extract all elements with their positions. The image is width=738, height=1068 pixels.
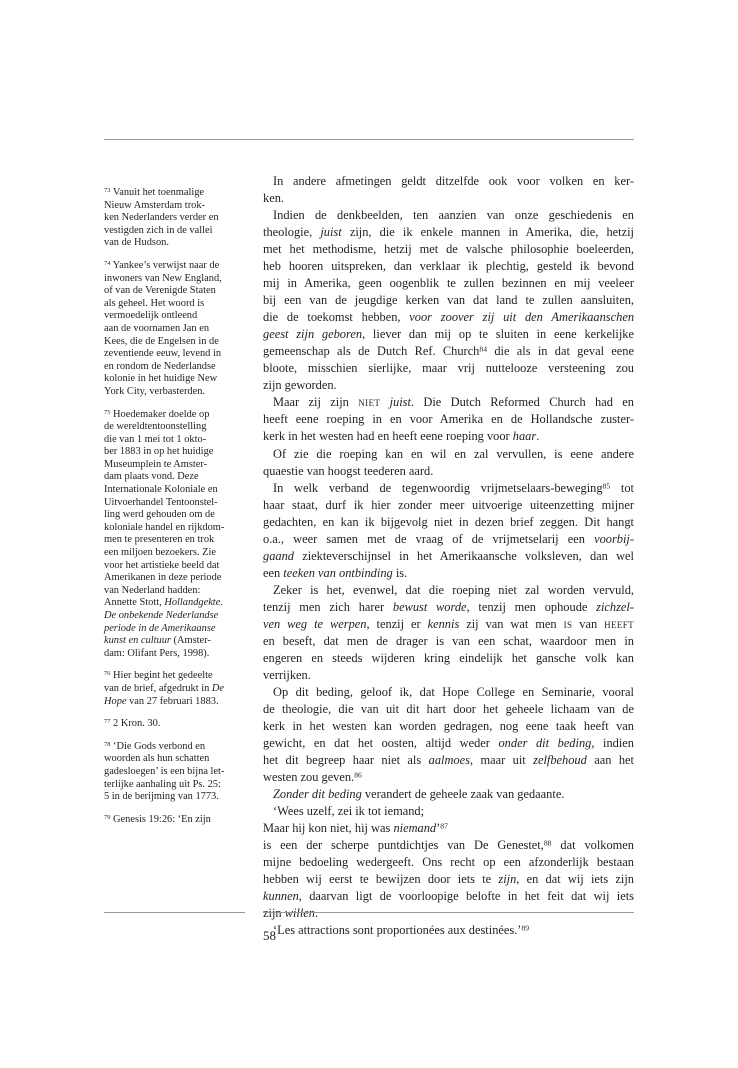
footnote-line xyxy=(104,741,249,754)
text: en beseft, dat men de drager is van een schat, waardoor men in xyxy=(263,633,634,648)
text: . Die Dutch Reformed Church had en xyxy=(410,395,634,410)
footnote-reference: 89 xyxy=(521,923,530,933)
text: die de toekomst hebben, xyxy=(263,310,410,325)
footnote-line xyxy=(104,753,249,766)
footnote-number: 73 xyxy=(104,187,111,195)
text-line xyxy=(263,173,634,190)
footnote-column xyxy=(104,187,249,836)
footnote-text: van 27 februari 1883. xyxy=(126,695,219,707)
text: haar staat, durf ik hier zonder meer uitvoerige uiteenzetting mijner xyxy=(263,497,634,512)
footnote-line xyxy=(104,718,249,731)
small-caps-word: heeft xyxy=(604,616,634,631)
footnote-number: 78 xyxy=(104,740,111,748)
text: , tenzij men ophoude xyxy=(466,599,597,614)
text-line xyxy=(263,463,634,480)
text-line xyxy=(263,582,634,599)
italic-text: zijn xyxy=(498,872,517,887)
footnote-text: die van 1 mei tot 1 okto- xyxy=(104,433,207,445)
text-line xyxy=(263,871,634,888)
footnote-line xyxy=(104,683,249,696)
text: Op dit beding, geloof ik, dat Hope College en Seminarie, vooral xyxy=(273,684,634,699)
footnote-number: 79 xyxy=(104,813,111,821)
text-line xyxy=(263,428,634,445)
footnote-line xyxy=(104,212,249,225)
footnote-text: vestigden zich in de vallei xyxy=(104,224,213,236)
footnote-text: terlijke aanhaling uit Ps. 25: xyxy=(104,778,221,790)
text: kerk in het westen had en heeft eene roeping voor xyxy=(263,429,513,444)
footnote-text: Amerikanen in deze periode xyxy=(104,572,222,584)
text-line xyxy=(263,769,634,786)
footnote-text: Hoedemaker doelde op xyxy=(113,408,210,420)
footnote-74 xyxy=(104,260,249,399)
italic-text: bewust worde xyxy=(392,599,467,614)
text-line xyxy=(263,258,634,275)
text-line xyxy=(263,446,634,463)
text: o.a., weer samen met de vraag of de vrijmetselarij een xyxy=(263,531,595,546)
italic-text: zelfbehoud xyxy=(533,753,587,768)
text: verrijken. xyxy=(263,667,311,682)
text: westen zou geven. xyxy=(263,770,355,785)
text-line xyxy=(263,360,634,377)
footnote-reference: 84 xyxy=(479,344,488,354)
footnote-line xyxy=(104,409,249,422)
text: In andere afmetingen geldt ditzelfde ook voor volken en ker- xyxy=(273,174,634,188)
footnote-line xyxy=(104,361,249,374)
text-line xyxy=(263,411,634,428)
italic-text: willen xyxy=(284,906,315,921)
footnote-text: of van de Verenigde Staten xyxy=(104,285,216,297)
text: mij in Amerika, geen oogenblik te zullen bezinnen en mij veeleer xyxy=(263,276,634,291)
text: quaestie van hoogst teederen aard. xyxy=(263,463,434,478)
footnote-text: dam plaats vond. Deze xyxy=(104,471,199,483)
text-line xyxy=(263,718,634,735)
footnote-line xyxy=(104,459,249,472)
text: aan het xyxy=(586,753,635,768)
footnote-line xyxy=(104,323,249,336)
italic-text: juist xyxy=(389,395,411,410)
text: zijn geworden. xyxy=(263,378,337,393)
text-line xyxy=(263,752,634,769)
text: dat volkomen xyxy=(551,838,635,853)
footnote-line xyxy=(104,560,249,573)
footnote-73 xyxy=(104,187,249,250)
footnote-italic-text: Hope xyxy=(104,695,127,707)
text-line xyxy=(263,599,634,616)
footnote-line xyxy=(104,285,249,298)
footnote-reference: 87 xyxy=(440,821,448,831)
text: ’ xyxy=(436,821,441,836)
text: bloote, misschien sierlijke, maar vrij nuttelooze versteening zou xyxy=(263,361,634,376)
text-line xyxy=(263,616,634,633)
text-line xyxy=(263,241,634,258)
header-rule xyxy=(104,139,634,140)
text: zijn xyxy=(263,906,285,921)
italic-text: ven weg te werpen xyxy=(263,616,367,631)
footnote-text: een miljoen bezoekers. Zie xyxy=(104,547,216,559)
footnote-line xyxy=(104,779,249,792)
footnote-text: en rondom de Nederlandse xyxy=(104,360,216,372)
footnote-reference: 85 xyxy=(602,481,611,491)
footnote-text: zeventiende eeuw, levend in xyxy=(104,348,222,360)
text-line xyxy=(263,292,634,309)
footnote-italic-text: periode in de Amerikaanse xyxy=(104,622,216,634)
text-line xyxy=(263,207,634,224)
italic-text: voor zoover zij uit den Amerikaanschen xyxy=(409,310,635,325)
footnote-bottom-rule xyxy=(104,912,245,913)
footnote-text: Internationale Koloniale en xyxy=(104,484,218,496)
text: Zeker is het, evenwel, dat die roeping niet zal worden vervuld, xyxy=(273,582,634,597)
italic-text: zichzel- xyxy=(596,599,634,614)
text-line xyxy=(263,514,634,531)
footnote-line xyxy=(104,572,249,585)
footnote-text: van de Hudson. xyxy=(104,237,169,249)
text-line xyxy=(263,854,634,871)
footnote-line xyxy=(104,310,249,323)
text: , en dat wij iets zijn xyxy=(516,872,635,887)
text-line xyxy=(263,888,634,905)
footnote-text: als geheel. Het woord is xyxy=(104,297,205,309)
italic-text: juist xyxy=(320,225,342,240)
footnote-text: inwoners van New England, xyxy=(104,272,222,284)
small-caps-word: is xyxy=(563,616,573,631)
footnote-text: dam: Olifant Pers, 1998). xyxy=(104,647,210,659)
footnote-line xyxy=(104,386,249,399)
footnote-line xyxy=(104,648,249,661)
footnote-text: woorden als hun schatten xyxy=(104,753,210,765)
footnote-number: 76 xyxy=(104,670,111,678)
text: het dit begreep haar niet als xyxy=(263,753,429,768)
footnote-text: Kees, die de Engelsen in de xyxy=(104,335,219,347)
text: zij van wat men xyxy=(459,616,564,631)
footnote-text: 2 Kron. 30. xyxy=(113,718,161,730)
footnote-text: Museumplein te Amster- xyxy=(104,458,208,470)
text: is een der scherpe puntdichtjes van De Genestet, xyxy=(263,838,544,853)
footnote-text: gadesloegen’ is een bijna let- xyxy=(104,765,225,777)
footnote-line xyxy=(104,509,249,522)
text-line xyxy=(263,480,634,497)
footnote-text: Genesis 19:26: ‘En zijn xyxy=(113,813,211,825)
text: Maar hij kon niet, hij was xyxy=(263,821,394,836)
text-line xyxy=(263,326,634,343)
text: verandert de geheele zaak van gedaante. xyxy=(361,787,565,802)
italic-text: kunnen xyxy=(263,889,299,904)
footnote-text: ber 1883 in op het huidige xyxy=(104,446,214,458)
footnote-text: men te presenteren en trok xyxy=(104,534,215,546)
footnote-line xyxy=(104,547,249,560)
footnote-text: kolonie in het huidige New xyxy=(104,373,218,385)
footnote-line xyxy=(104,434,249,447)
footnote-text: vermoedelijk ontleend xyxy=(104,310,198,322)
text-line xyxy=(263,837,634,854)
footnote-76 xyxy=(104,670,249,708)
italic-text: niemand xyxy=(393,821,437,836)
text-line xyxy=(263,650,634,667)
text-line xyxy=(263,905,634,922)
footnote-line xyxy=(104,497,249,510)
text: bij een van de jeugdige kerken van dat land te zullen aansluiten, xyxy=(263,293,634,308)
footnote-text: ling werd gehouden om de xyxy=(104,509,215,521)
footnote-text: Hier begint het gedeelte xyxy=(113,670,213,682)
footnote-line xyxy=(104,623,249,636)
footnote-line xyxy=(104,534,249,547)
text: ken. xyxy=(263,191,284,206)
text-line xyxy=(263,820,634,837)
text: heb hooren uitspreken, dan verklaar ik plechtig, gesteld ik bevond xyxy=(263,259,634,274)
text: gemeenschap als de Dutch Ref. Church xyxy=(263,344,480,359)
text: kerk in het westen kan worden gedragen, nog eene taak heeft van xyxy=(263,719,634,733)
italic-text: onder dit beding xyxy=(498,736,592,751)
text-line xyxy=(263,497,634,514)
footnote-line xyxy=(104,273,249,286)
footnote-number: 75 xyxy=(104,408,111,416)
text-line xyxy=(263,922,634,939)
text-line xyxy=(263,377,634,394)
main-text xyxy=(263,173,634,939)
text: de theologie, die van uit dit hart door het geheele lichaam van de xyxy=(263,701,634,716)
footnote-text: van Nederland hadden: xyxy=(104,584,201,596)
footnote-text: Uitvoerhandel Tentoonstel- xyxy=(104,496,218,508)
text: . xyxy=(314,906,319,921)
footnote-number: 77 xyxy=(104,718,111,726)
text: gewicht, en dat het oosten, altijd weder xyxy=(263,736,499,751)
text: Of zie die roeping kan en wil en zal vervullen, is eene andere xyxy=(273,446,634,461)
text: Maar zij zijn xyxy=(273,395,359,410)
text-line xyxy=(263,224,634,241)
footnote-line xyxy=(104,522,249,535)
text: zijn, die ik enkele mannen in Amerika, die, hetzij xyxy=(341,225,635,240)
text-line xyxy=(263,633,634,650)
footnote-italic-text: Hollandgekte. xyxy=(164,597,223,609)
text: ‘Wees uzelf, zei ik tot iemand; xyxy=(273,804,425,819)
footnote-line xyxy=(104,225,249,238)
text: tot xyxy=(610,480,635,495)
text xyxy=(380,395,389,409)
footnote-line xyxy=(104,298,249,311)
footnote-line xyxy=(104,421,249,434)
footnote-line xyxy=(104,446,249,459)
footnote-75 xyxy=(104,409,249,661)
text: mijne bedoeling wedergeeft. Ons recht op een afzonderlijk bestaan xyxy=(263,855,634,870)
footnote-reference: 86 xyxy=(354,770,362,780)
text-line xyxy=(263,684,634,701)
text: , daarvan ligt de voorloopige belofte in het feit dat wij iets xyxy=(298,889,634,904)
footnote-reference: 88 xyxy=(543,838,552,848)
footnote-line xyxy=(104,814,249,827)
text: In welk verband de tegenwoordig vrijmetselaars-beweging xyxy=(273,480,603,495)
text-line xyxy=(263,531,634,548)
text: hebben wij eerst te bewijzen door iets te xyxy=(263,872,499,887)
footnote-line xyxy=(104,348,249,361)
text: ‘Les attractions sont proportionées aux destinées.’ xyxy=(273,923,522,938)
footnote-text: ‘Die Gods verbond en xyxy=(113,740,206,752)
footnote-line xyxy=(104,635,249,648)
footnote-77 xyxy=(104,718,249,731)
footnote-79 xyxy=(104,814,249,827)
text: Indien de denkbeelden, ten aanzien van onze geschiedenis en xyxy=(273,208,634,223)
text: ziekteverschijnsel in het Amerikaansche volksleven, dan wel xyxy=(293,548,634,563)
text-line xyxy=(263,275,634,292)
text-line xyxy=(263,735,634,752)
text-line xyxy=(263,667,634,684)
footnote-text: koloniale handel en rijkdom- xyxy=(104,521,225,533)
text-line xyxy=(263,548,634,565)
footnote-line xyxy=(104,610,249,623)
italic-text: kennis xyxy=(427,616,460,631)
text: , liever dan mij op te sluiten in eene kerkelijke xyxy=(362,327,634,342)
text: is. xyxy=(392,565,408,580)
footnote-italic-text: kunst en cultuur xyxy=(104,635,171,647)
footnote-text: de wereldtentoonstelling xyxy=(104,421,207,433)
footnote-italic-text: De xyxy=(211,682,225,694)
footnote-line xyxy=(104,187,249,200)
footnote-number: 74 xyxy=(104,260,111,268)
text-line xyxy=(263,701,634,718)
text-line xyxy=(263,309,634,326)
footnote-text: aan de voornamen Jan en xyxy=(104,322,210,334)
footnote-line xyxy=(104,260,249,273)
footnote-text: ken Nederlanders verder en xyxy=(104,212,219,224)
text: theologie, xyxy=(263,225,321,240)
text: een xyxy=(263,565,284,580)
footnote-text: van de brief, afgedrukt in xyxy=(104,682,212,694)
footnote-text: 5 in de berijming van 1773. xyxy=(104,791,219,803)
text: heeft eene roeping in en voor Amerika en de Hollandsche zuster- xyxy=(263,412,634,427)
text: gedachten, en kan ik bijgevolg niet in dezen brief zeggen. Dit hangt xyxy=(263,514,634,529)
footnote-line xyxy=(104,766,249,779)
italic-text: teeken van ontbinding xyxy=(283,565,393,580)
footnote-line xyxy=(104,237,249,250)
footnote-text: Vanuit het toenmalige xyxy=(112,187,205,198)
footnote-line xyxy=(104,336,249,349)
footnote-78 xyxy=(104,741,249,804)
text-line xyxy=(263,786,634,803)
footnote-text: voor het artistieke beeld dat xyxy=(104,559,220,571)
text: die als in dat geval eene xyxy=(487,344,634,359)
italic-text: Zonder dit beding xyxy=(273,787,362,802)
footnote-text: Nieuw Amsterdam trok- xyxy=(104,199,205,211)
footnote-text: Annette Stott, xyxy=(104,597,165,609)
text-line xyxy=(263,190,634,207)
text-line xyxy=(263,803,634,820)
footnote-line xyxy=(104,585,249,598)
text-line xyxy=(263,565,634,582)
text: met het methodisme, hetzij met de valsche philosophie boeleerden, xyxy=(263,242,634,257)
footnote-line xyxy=(104,373,249,386)
text: tenzij men zich harer xyxy=(263,599,393,614)
footnote-italic-text: De onbekende Nederlandse xyxy=(104,610,219,621)
text: , maar uit xyxy=(469,753,534,768)
footnote-line xyxy=(104,696,249,709)
footnote-line xyxy=(104,200,249,213)
main-bottom-rule xyxy=(263,912,634,913)
italic-text: geest zijn geboren xyxy=(263,327,363,342)
italic-text: voorbij- xyxy=(594,531,634,546)
text-line xyxy=(263,394,634,411)
footnote-line xyxy=(104,484,249,497)
text-line xyxy=(263,343,634,360)
footnote-line xyxy=(104,471,249,484)
text: , tenzij er xyxy=(366,616,428,631)
text: , indien xyxy=(591,736,634,751)
footnote-line xyxy=(104,597,249,610)
page-number: 58 xyxy=(263,928,276,943)
small-caps-word: niet xyxy=(358,395,381,410)
footnote-text: York City, verbasterden. xyxy=(104,385,206,397)
text: van xyxy=(572,616,605,631)
italic-text: haar xyxy=(512,429,537,444)
text: engeren en steeds wijderen kring eindelijk het gansche volk kan xyxy=(263,650,634,665)
footnote-line xyxy=(104,791,249,804)
footnote-text: (Amster- xyxy=(170,635,211,647)
footnote-text: Yankee’s verwijst naar de xyxy=(112,259,220,271)
italic-text: aalmoes xyxy=(428,753,470,768)
footnote-line xyxy=(104,670,249,683)
text: . xyxy=(536,429,540,444)
italic-text: gaand xyxy=(263,548,294,563)
